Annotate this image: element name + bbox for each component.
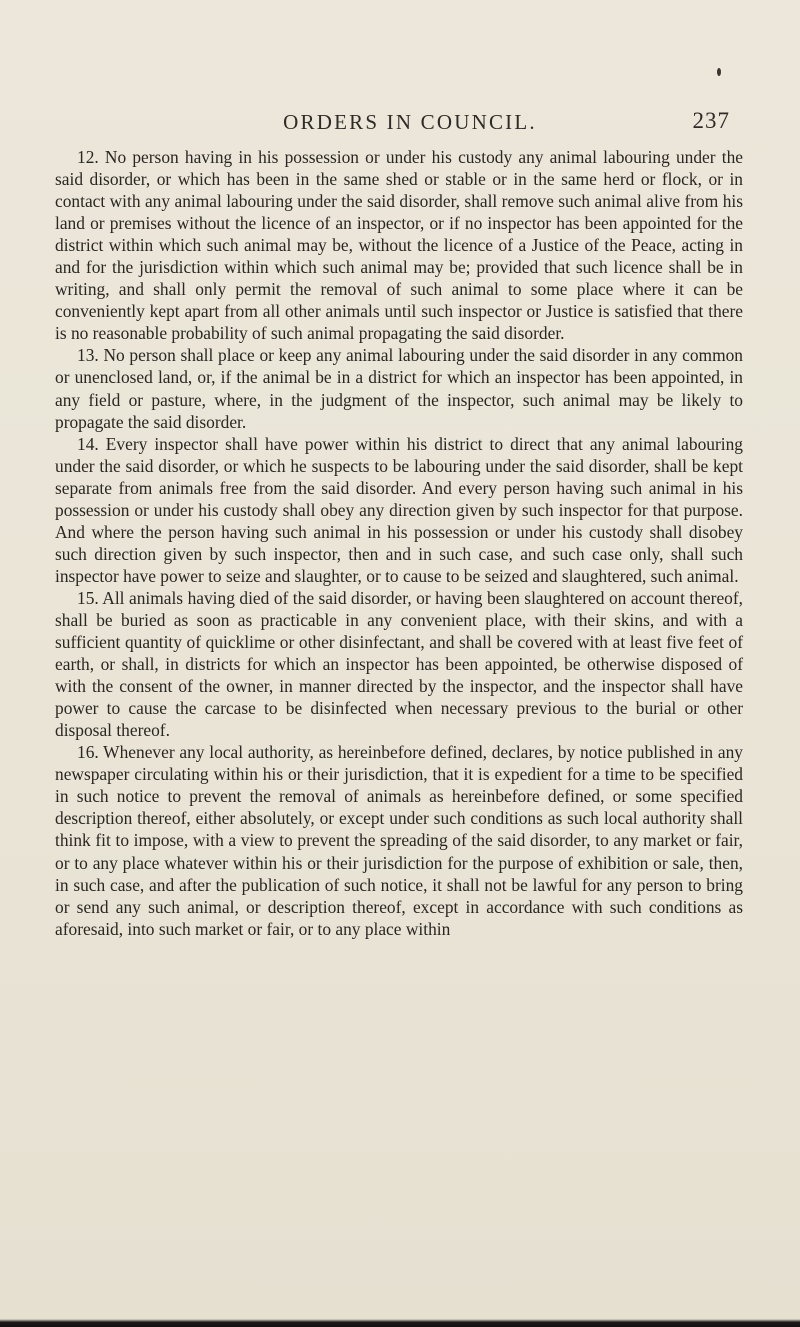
running-head: [90, 110, 730, 140]
body-text: [55, 146, 743, 940]
page-number: 237: [692, 108, 730, 133]
paragraph-13: 13. No person shall place or keep any animal labouring under the said disorder in any common or unenclosed land, or, if the animal be in a district for which an inspector has been appointed, in any field or pasture, where, in the judgment of the inspector, such animal may be likely to propagate the said disorder.: [55, 345, 743, 432]
paragraph-16: 16. Whenever any local authority, as hereinbefore defined, declares, by notice published in any newspaper circulating within his or their jurisdiction, that it is expedient for a time to be specified in such notice to prevent the removal of animals as hereinbefore defined, or some specified description thereof, either absolutely, or except under such conditions as such local authority shall think fit to impose, with a view to prevent the spreading of the said disorder, to any market or fair, or to any place whatever within his or their jurisdiction for the purpose of exhibition or sale, then, in such case, and after the publication of such notice, it shall not be lawful for any person to bring or send any such animal, or description thereof, except in accordance with such conditions as aforesaid, into such market or fair, or to any place within: [55, 742, 743, 939]
paragraph-12: 12. No person having in his possession or under his custody any animal labouring under the said disorder, or which has been in the same shed or stable or in the same herd or flock, or in contact with any animal labouring under the said disorder, shall remove such animal alive from his land or premises without the licence of an inspector, or if no inspector has been appointed for the district within which such animal may be, without the licence of a Justice of the Peace, acting in and for the jurisdiction within which such animal may be; provided that such licence shall be in writing, and shall only permit the removal of such animal to some place where it can be conveniently kept apart from all other animals until such inspector or Justice is satisfied that there is no reasonable probability of such animal propagating the said disorder.: [55, 147, 743, 344]
paragraph-14: 14. Every inspector shall have power within his district to direct that any animal labouring under the said disorder, or which he suspects to be labouring under the said disorder, shall be kept separate from animals free from the said disorder. And every person having such animal in his possession or under his custody shall obey any direction given by such inspector for that purpose. And where the person having such animal in his possession or under his custody shall disobey such direction given by such inspector, then and in such case, and such case only, shall such inspector have power to seize and slaughter, or to cause to be seized and slaughtered, such animal.: [55, 433, 743, 586]
ink-fleck: [717, 68, 721, 76]
running-title: ORDERS IN COUNCIL.: [283, 110, 537, 134]
page-bottom-edge: [0, 1319, 800, 1327]
paragraph-15: 15. All animals having died of the said disorder, or having been slaughtered on account thereof, shall be buried as soon as practicable in any convenient place, with their skins, and with a sufficient quantity of quicklime or other disinfectant, and shall be covered with at least five feet of earth, or shall, in districts for which an inspector has been appointed, be otherwise disposed of with the consent of the owner, in manner directed by the inspector, and the inspector shall have power to cause the carcase to be disinfected when necessary previous to the burial or other disposal thereof.: [55, 587, 743, 741]
